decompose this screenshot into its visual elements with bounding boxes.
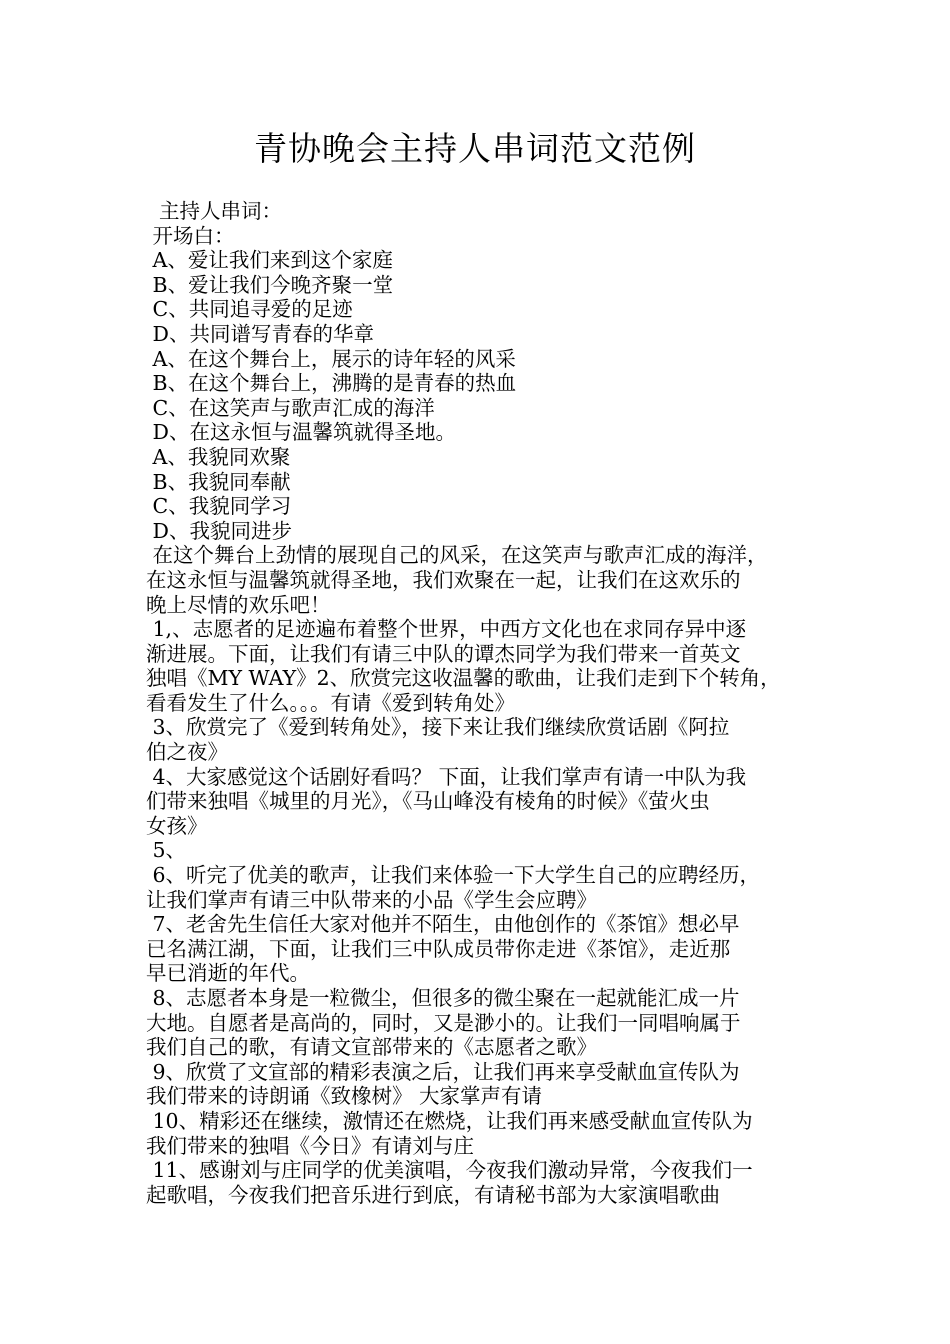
text-line: 1,、志愿者的足迹遍布着整个世界，中西方文化也在求同存异中逐 [146, 617, 747, 642]
text-line: C、我貌同学习 [146, 494, 292, 519]
document-title: 青协晚会主持人串词范文范例 [254, 129, 696, 168]
text-line: 让我们掌声有请三中队带来的小品《学生会应聘》 [146, 887, 597, 912]
document-body [146, 199, 812, 1207]
text-line: 6、听完了优美的歌声，让我们来体验一下大学生自己的应聘经历， [146, 863, 761, 888]
text-line: B、爱让我们今晚齐聚一堂 [146, 272, 394, 297]
text-line: C、共同追寻爱的足迹 [146, 297, 353, 322]
text-line: 我们带来的诗朗诵《致橡树》 大家掌声有请 [146, 1084, 543, 1109]
text-line: 4、大家感觉这个话剧好看吗？ 下面，让我们掌声有请一中队为我 [146, 764, 747, 789]
text-line: 主持人串词： [146, 199, 283, 223]
text-line: A、在这个舞台上，展示的诗年轻的风采 [146, 346, 516, 371]
text-line: 起歌唱，今夜我们把音乐进行到底，有请秘书部为大家演唱歌曲 [146, 1182, 720, 1207]
text-line: 在这永恒与温馨筑就得圣地，我们欢聚在一起，让我们在这欢乐的 [146, 567, 741, 592]
text-line: D、共同谱写青春的华章 [146, 321, 374, 346]
text-line: B、我貌同奉献 [146, 469, 291, 494]
text-line: 10、精彩还在继续，激情还在燃烧，让我们再来感受献血宣传队为 [146, 1108, 753, 1133]
text-line: 大地。自愿者是高尚的，同时，又是渺小的。让我们一同唱响属于 [146, 1010, 741, 1035]
text-line: 我们带来的独唱《今日》有请刘与庄 [146, 1133, 474, 1158]
text-line: 渐进展。下面，让我们有请三中队的谭杰同学为我们带来一首英文 [146, 641, 741, 666]
text-line: 3、欣赏完了《爱到转角处》，接下来让我们继续欣赏话剧《阿拉 [146, 715, 730, 740]
text-line: 女孩》 [146, 813, 208, 838]
text-line: 晚上尽情的欢乐吧！ [146, 592, 331, 617]
text-line: D、我貌同进步 [146, 518, 292, 543]
text-line: A、我貌同欢聚 [146, 444, 291, 469]
text-line: 开场白： [146, 223, 235, 248]
text-line: 8、志愿者本身是一粒微尘，但很多的微尘聚在一起就能汇成一片 [146, 986, 740, 1010]
text-line: A、爱让我们来到这个家庭 [146, 248, 393, 273]
text-line: C、在这笑声与歌声汇成的海洋 [146, 395, 435, 420]
text-line: 伯之夜》 [146, 740, 228, 765]
text-line: 9、欣赏了文宣部的精彩表演之后，让我们再来享受献血宣传队为 [146, 1059, 740, 1084]
text-line: B、在这个舞台上，沸腾的是青春的热血 [146, 371, 517, 396]
text-line: 已名满江湖，下面，让我们三中队成员带你走进《茶馆》，走近那 [146, 936, 731, 961]
text-line: 看看发生了什么。。。有请《爱到转角处》 [146, 690, 515, 715]
text-line: 独唱《MY WAY》2、欣赏完这收温馨的歌曲，让我们走到下个转角， [146, 666, 781, 691]
text-line: 11、感谢刘与庄同学的优美演唱，今夜我们激动异常，今夜我们一 [146, 1158, 753, 1183]
text-line: 5、 [146, 838, 187, 863]
text-line: 早已消逝的年代。 [146, 961, 310, 986]
text-line: 我们自己的歌，有请文宣部带来的《志愿者之歌》 [146, 1035, 597, 1060]
text-line: D、在这永恒与温馨筑就得圣地。 [146, 420, 456, 445]
text-line: 在这个舞台上劲情的展现自己的风采，在这笑声与歌声汇成的海洋， [146, 543, 768, 568]
text-line: 7、老舍先生信任大家对他并不陌生，由他创作的《茶馆》想必早 [146, 912, 740, 937]
text-line: 们带来独唱《城里的月光》，《马山峰没有棱角的时候》《萤火虫 [146, 789, 710, 814]
